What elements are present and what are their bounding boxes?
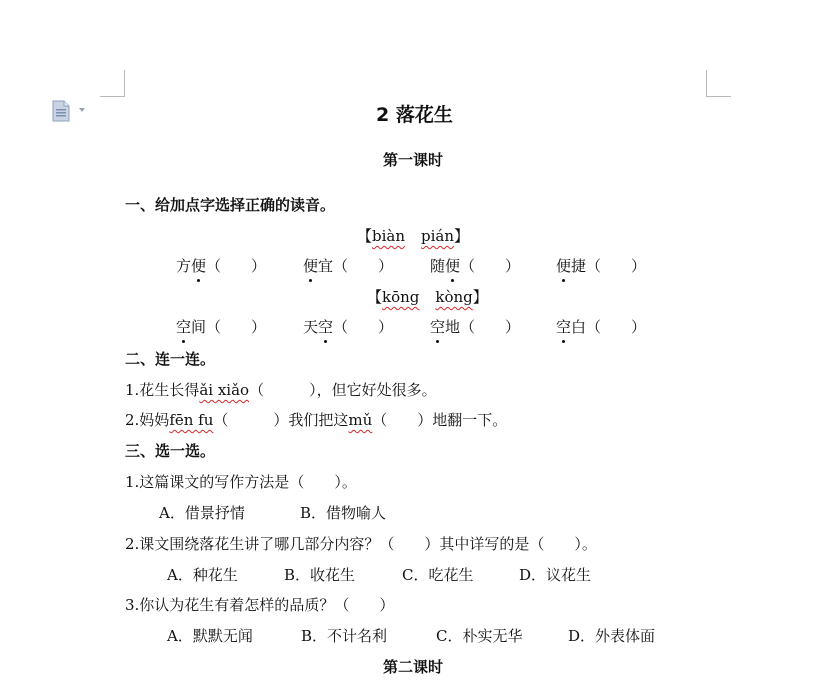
question-line: 2.课文围绕落花生讲了哪几部分内容？（ ）其中详写的是（ ）。 bbox=[125, 535, 597, 553]
option-item: A．种花生 bbox=[167, 566, 238, 584]
pinyin-group-kong: 【kōng kòng】 bbox=[367, 288, 488, 306]
pinyin-option: biàn bbox=[372, 227, 406, 245]
option-item: C．吃花生 bbox=[402, 566, 474, 584]
page-title: 2 落花生 bbox=[376, 104, 453, 126]
pinyin-option: pián bbox=[421, 227, 455, 245]
question-line: 1.花生长得ǎi xiǎo（ ），但它好处很多。 bbox=[125, 381, 437, 399]
document-menu-button[interactable] bbox=[51, 100, 73, 122]
word-item: 便捷（ ） bbox=[556, 257, 647, 275]
pinyin-option: kōng bbox=[382, 288, 420, 306]
word-item: 便宜（ ） bbox=[303, 257, 394, 275]
pinyin-option: kòng bbox=[435, 288, 473, 306]
section-two-heading: 二、连一连。 bbox=[125, 350, 216, 368]
lesson-two-heading: 第二课时 bbox=[383, 658, 444, 676]
dropdown-arrow-icon bbox=[79, 108, 85, 112]
word-item: 空间（ ） bbox=[176, 318, 267, 336]
word-item: 天空（ ） bbox=[303, 318, 394, 336]
lesson-one-heading: 第一课时 bbox=[383, 151, 444, 169]
option-item: D．议花生 bbox=[519, 566, 592, 584]
option-item: B．不计名利 bbox=[301, 627, 388, 645]
word-item: 空白（ ） bbox=[556, 318, 647, 336]
option-item: B．借物喻人 bbox=[300, 504, 387, 522]
option-item: D．外表体面 bbox=[568, 627, 656, 645]
crop-mark-top-right bbox=[706, 70, 731, 97]
option-item: C．朴实无华 bbox=[436, 627, 523, 645]
section-three-heading: 三、选一选。 bbox=[125, 442, 216, 460]
option-item: B．收花生 bbox=[284, 566, 356, 584]
word-item: 随便（ ） bbox=[430, 257, 521, 275]
pinyin-text: ǎi xiǎo bbox=[199, 381, 250, 399]
pinyin-text: mǔ bbox=[348, 411, 373, 429]
word-item: 空地（ ） bbox=[430, 318, 521, 336]
question-line: 2.妈妈fēn fu（ ）我们把这mǔ（ ）地翻一下。 bbox=[125, 411, 508, 429]
question-line: 3.你认为花生有着怎样的品质？（ ） bbox=[125, 596, 395, 614]
crop-mark-top-left bbox=[100, 70, 125, 97]
pinyin-group-bian: 【biàn pián】 bbox=[357, 227, 470, 245]
word-item: 方便（ ） bbox=[176, 257, 267, 275]
section-one-heading: 一、给加点字选择正确的读音。 bbox=[125, 196, 336, 214]
pinyin-text: fēn fu bbox=[169, 411, 214, 429]
option-item: A．借景抒情 bbox=[159, 504, 245, 522]
option-item: A．默默无闻 bbox=[167, 627, 253, 645]
document-icon bbox=[51, 100, 91, 122]
question-line: 1.这篇课文的写作方法是（ ）。 bbox=[125, 473, 357, 491]
